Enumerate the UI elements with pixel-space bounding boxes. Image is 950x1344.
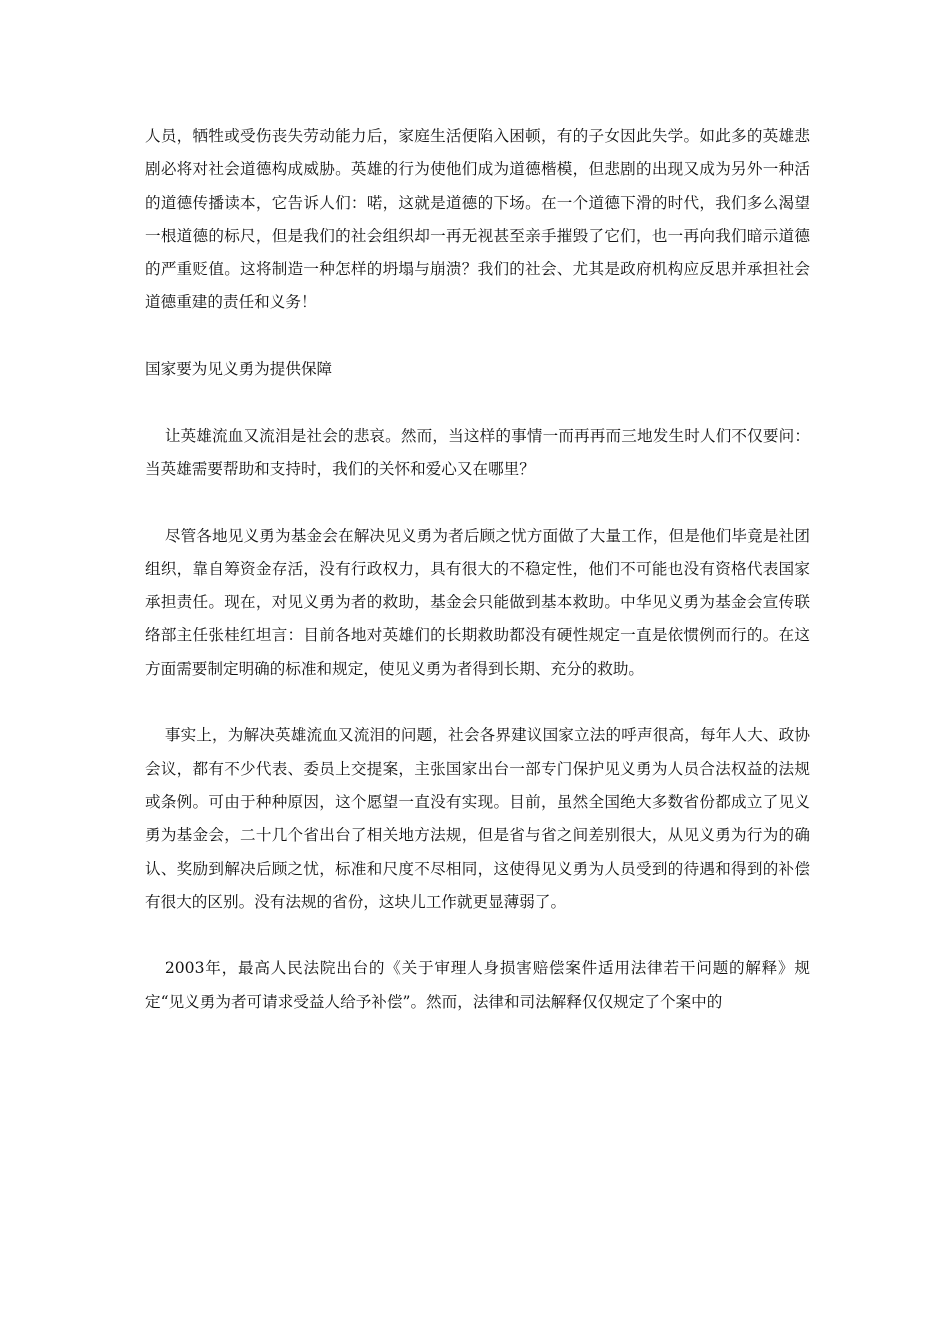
paragraph: 2003年，最高人民法院出台的《关于审理人身损害赔偿案件适用法律若干问题的解释》规定“见义勇为者可请求受益人给予补偿”。然而，法律和司法解释仅仅规定了个案中的 bbox=[145, 959, 810, 1011]
document-body bbox=[145, 120, 810, 1019]
paragraph-continuation: 人员，牺牲或受伤丧失劳动能力后，家庭生活便陷入困顿，有的子女因此失学。如此多的英雄悲剧必将对社会道德构成威胁。英雄的行为使他们成为道德楷模，但悲剧的出现又成为另外一种活的道德传播读本，它告诉人们：喏，这就是道德的下场。在一个道德下滑的时代，我们多么渴望一根道德的标尺，但是我们的社会组织却一再无视甚至亲手摧毁了它们，也一再向我们暗示道德的严重贬值。这将制造一种怎样的坍塌与崩溃？我们的社会、尤其是政府机构应反思并承担社会道德重建的责任和义务！ bbox=[145, 127, 810, 312]
paragraph: 让英雄流血又流泪是社会的悲哀。然而，当这样的事情一而再再而三地发生时人们不仅要问：当英雄需要帮助和支持时，我们的关怀和爱心又在哪里？ bbox=[145, 426, 810, 478]
paragraph: 事实上，为解决英雄流血又流泪的问题，社会各界建议国家立法的呼声很高，每年人大、政协会议，都有不少代表、委员上交提案，主张国家出台一部专门保护见义勇为人员合法权益的法规或条例。可由于种种原因，这个愿望一直没有实现。目前，虽然全国绝大多数省份都成立了见义勇为基金会，二十几个省出台了相关地方法规，但是省与省之间差别很大，从见义勇为行为的确认、奖励到解决后顾之忧，标准和尺度不尽相同，这使得见义勇为人员受到的待遇和得到的补偿有很大的区别。没有法规的省份，这块儿工作就更显薄弱了。 bbox=[145, 726, 810, 911]
section-heading: 国家要为见义勇为提供保障 bbox=[145, 360, 333, 379]
paragraph: 尽管各地见义勇为基金会在解决见义勇为者后顾之忧方面做了大量工作，但是他们毕竟是社团组织，靠自筹资金存活，没有行政权力，具有很大的不稳定性，他们不可能也没有资格代表国家承担责任。现在，对见义勇为者的救助，基金会只能做到基本救助。中华见义勇为基金会宣传联络部主任张桂红坦言：目前各地对英雄们的长期救助都没有硬性规定一直是依惯例而行的。在这方面需要制定明确的标准和规定，使见义勇为者得到长期、充分的救助。 bbox=[145, 526, 810, 678]
